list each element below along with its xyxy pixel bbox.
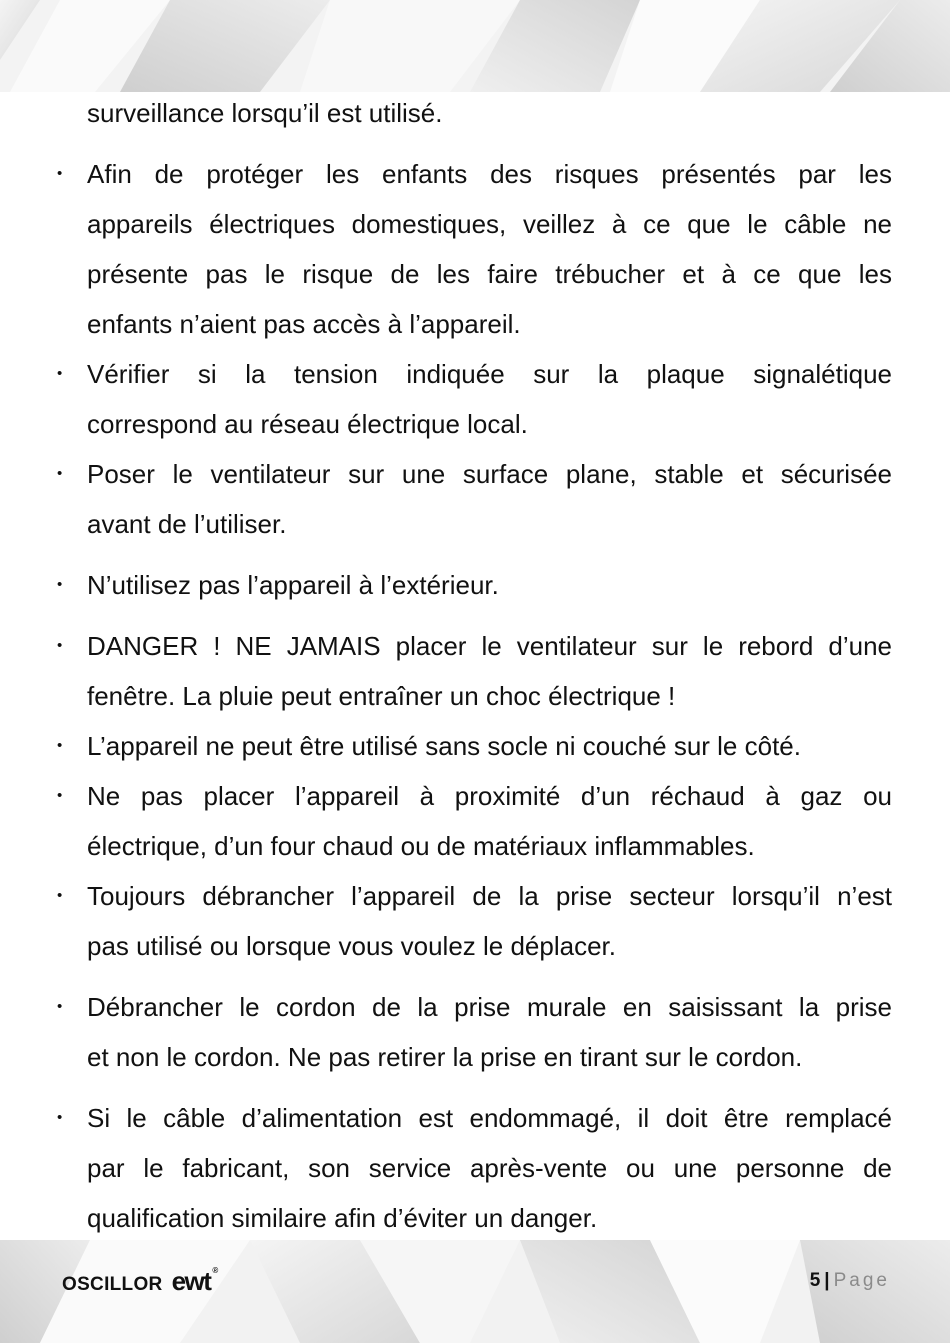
list-item-line: par le fabricant, son service après-vente ou une personne de (87, 1153, 892, 1183)
bullet-icon: • (57, 576, 63, 593)
list-item-line: L’appareil ne peut être utilisé sans socle ni couché sur le côté. (87, 731, 801, 761)
bullet-icon: • (57, 887, 63, 904)
brand-logo-text: ewt (171, 1266, 211, 1296)
list-item-line: qualification similaire afin d’éviter un danger. (87, 1203, 598, 1233)
bullet-icon: • (57, 787, 63, 804)
bullet-icon: • (57, 998, 63, 1015)
paragraph-continuation-line: surveillance lorsqu’il est utilisé. (87, 98, 443, 128)
page-number-value: 5 (809, 1270, 821, 1291)
list-item-line: enfants n’aient pas accès à l’appareil. (87, 309, 521, 339)
list-item-line: Ne pas placer l’appareil à proximité d’un réchaud à gaz ou (87, 781, 892, 811)
list-item-line: Toujours débrancher l’appareil de la prise secteur lorsqu’il n’est (87, 881, 892, 911)
list-item-line: fenêtre. La pluie peut entraîner un choc électrique ! (87, 681, 676, 711)
bullet-icon: • (57, 165, 63, 182)
registered-mark: ® (212, 1266, 217, 1275)
bullet-icon: • (57, 1109, 63, 1126)
list-item-line: correspond au réseau électrique local. (87, 409, 528, 439)
list-item-line: et non le cordon. Ne pas retirer la prise en tirant sur le cordon. (87, 1042, 803, 1072)
list-item-line: Poser le ventilateur sur une surface plane, stable et sécurisée (87, 459, 892, 489)
page-number (780, 1267, 890, 1295)
brand-logo (172, 1266, 217, 1297)
bullet-icon: • (57, 465, 63, 482)
list-item-line: Vérifier si la tension indiquée sur la plaque signalétique (87, 359, 892, 389)
list-item-line: DANGER ! NE JAMAIS placer le ventilateur sur le rebord d’une (87, 631, 892, 661)
page-number-separator: | (824, 1270, 830, 1291)
list-item-line: avant de l’utiliser. (87, 509, 287, 539)
list-item-line: Si le câble d’alimentation est endommagé, il doit être remplacé (87, 1103, 892, 1133)
list-item-line: appareils électriques domestiques, veillez à ce que le câble ne (87, 209, 892, 239)
bullet-icon: • (57, 637, 63, 654)
page-word: Page (833, 1270, 890, 1291)
list-item-line: N’utilisez pas l’appareil à l’extérieur. (87, 570, 499, 600)
list-item-line: présente pas le risque de les faire trébucher et à ce que les (87, 259, 892, 289)
brand-name: OSCILLOR (62, 1274, 163, 1295)
bullet-icon: • (57, 737, 63, 754)
bullet-icon: • (57, 365, 63, 382)
list-item-line: Afin de protéger les enfants des risques présentés par les (87, 159, 892, 189)
list-item-line: Débrancher le cordon de la prise murale en saisissant la prise (87, 992, 892, 1022)
list-item-line: pas utilisé ou lorsque vous voulez le déplacer. (87, 931, 616, 961)
footer-brand (62, 1266, 217, 1300)
list-item-line: électrique, d’un four chaud ou de matériaux inflammables. (87, 831, 755, 861)
